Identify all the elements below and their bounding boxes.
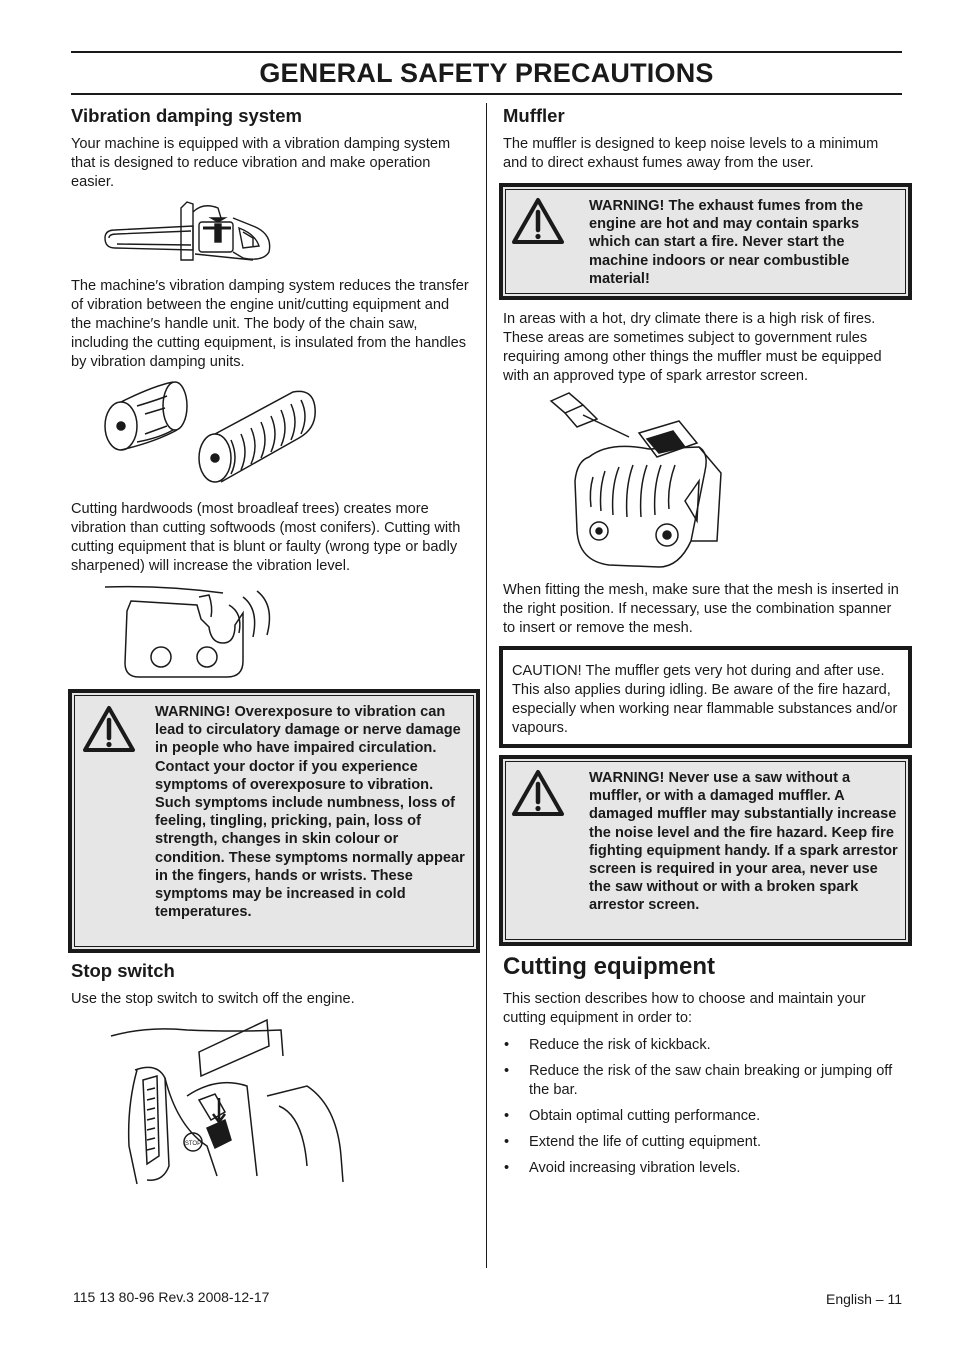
column-divider <box>486 103 487 1268</box>
stop-switch-text: Use the stop switch to switch off the engine. <box>71 991 355 1007</box>
warning-triangle-icon <box>511 197 565 245</box>
cutting-goals-list <box>503 1036 907 1185</box>
stop-label: STOP <box>184 1141 202 1147</box>
muffler-illustration <box>549 391 729 576</box>
spark-arrestor-text: In areas with a hot, dry climate there is a high risk of fires. These areas are sometimes subject to government rules requiring among other things the muffler must be equipped with an approved type of spark arrestor screen. <box>503 311 882 384</box>
list-item: • Avoid increasing vibration levels. <box>503 1159 907 1178</box>
page-title: GENERAL SAFETY PRECAUTIONS <box>259 58 714 88</box>
cutting-vibration-text: Cutting hardwoods (most broadleaf trees) creates more vibration than cutting softwoods (most conifers). Cutting with cutting equipment that is blunt or faulty (wrong type or badly sharpened) will increase the vibration level. <box>71 501 461 574</box>
list-item: • Extend the life of cutting equipment. <box>503 1133 907 1152</box>
vibration-warning-text: WARNING! Overexposure to vibration can lead to circulatory damage or nerve damage in people who have impaired circulation. Contact your doctor if you experience symptoms of overexposure to vibration. Such symptoms include numbness, loss of feeling, tingling, pricking, pain, loss of strength, changes in skin colour or condition. These symptoms normally appear in the fingers, hands or wrists. These symptoms may be increased in cold temperatures. <box>155 704 465 921</box>
caution-text: CAUTION! The muffler gets very hot during and after use. This also applies during idling. Be aware of the fire hazard, especially when working near flammable substances and/or vapours. <box>512 663 898 736</box>
warning-triangle-icon <box>511 769 565 817</box>
cutting-equipment-heading: Cutting equipment <box>503 953 715 980</box>
vibration-description: The machine′s vibration damping system reduces the transfer of vibration between the engine unit/cutting equipment and the machine′s handle unit. The body of the chain saw, including the cutting equipment, is insulated from the handles by vibration damping units. <box>71 278 469 370</box>
chainsaw-illustration <box>103 198 278 270</box>
damping-springs-illustration <box>103 378 323 488</box>
muffler-heading: Muffler <box>503 105 565 126</box>
footer-doc-id: 115 13 80-96 Rev.3 2008-12-17 <box>73 1289 270 1305</box>
vibration-warning-box <box>68 689 480 953</box>
warning-triangle-icon <box>82 705 136 753</box>
exhaust-warning-box <box>499 183 912 300</box>
cutting-equipment-intro: This section describes how to choose and maintain your cutting equipment in order to: <box>503 991 866 1026</box>
exhaust-warning-text: WARNING! The exhaust fumes from the engine are hot and may contain sparks which can start a fire. Never start the machine indoors or near combustible material! <box>589 198 864 287</box>
damaged-muffler-warning-text: WARNING! Never use a saw without a muffler, or with a damaged muffler. A damaged muffler may substantially increase the noise level and the fire hazard. Keep fire fighting equipment handy. If a spark arrestor screen is required in your area, never use the saw without or with a broken spark arrestor screen. <box>589 770 898 914</box>
stop-switch-illustration <box>107 1016 347 1186</box>
list-item: • Reduce the risk of kickback. <box>503 1036 907 1055</box>
vibration-intro: Your machine is equipped with a vibration damping system that is designed to reduce vibration and make operation easier. <box>71 136 451 190</box>
list-item: • Reduce the risk of the saw chain breaking or jumping off the bar. <box>503 1062 907 1100</box>
caution-box <box>499 646 912 748</box>
header-rule <box>71 93 902 95</box>
footer-page-number: English – 11 <box>825 1291 902 1307</box>
damaged-muffler-warning-box <box>499 755 912 946</box>
stop-switch-heading: Stop switch <box>71 960 175 981</box>
list-item: • Obtain optimal cutting performance. <box>503 1107 907 1126</box>
top-rule <box>71 51 902 53</box>
muffler-intro: The muffler is designed to keep noise levels to a minimum and to direct exhaust fumes away from the user. <box>503 136 879 171</box>
saw-chain-tooth-illustration <box>103 583 283 683</box>
mesh-fitting-text: When fitting the mesh, make sure that the mesh is inserted in the right position. If necessary, use the combination spanner to insert or remove the mesh. <box>503 582 899 636</box>
vibration-heading: Vibration damping system <box>71 105 302 126</box>
